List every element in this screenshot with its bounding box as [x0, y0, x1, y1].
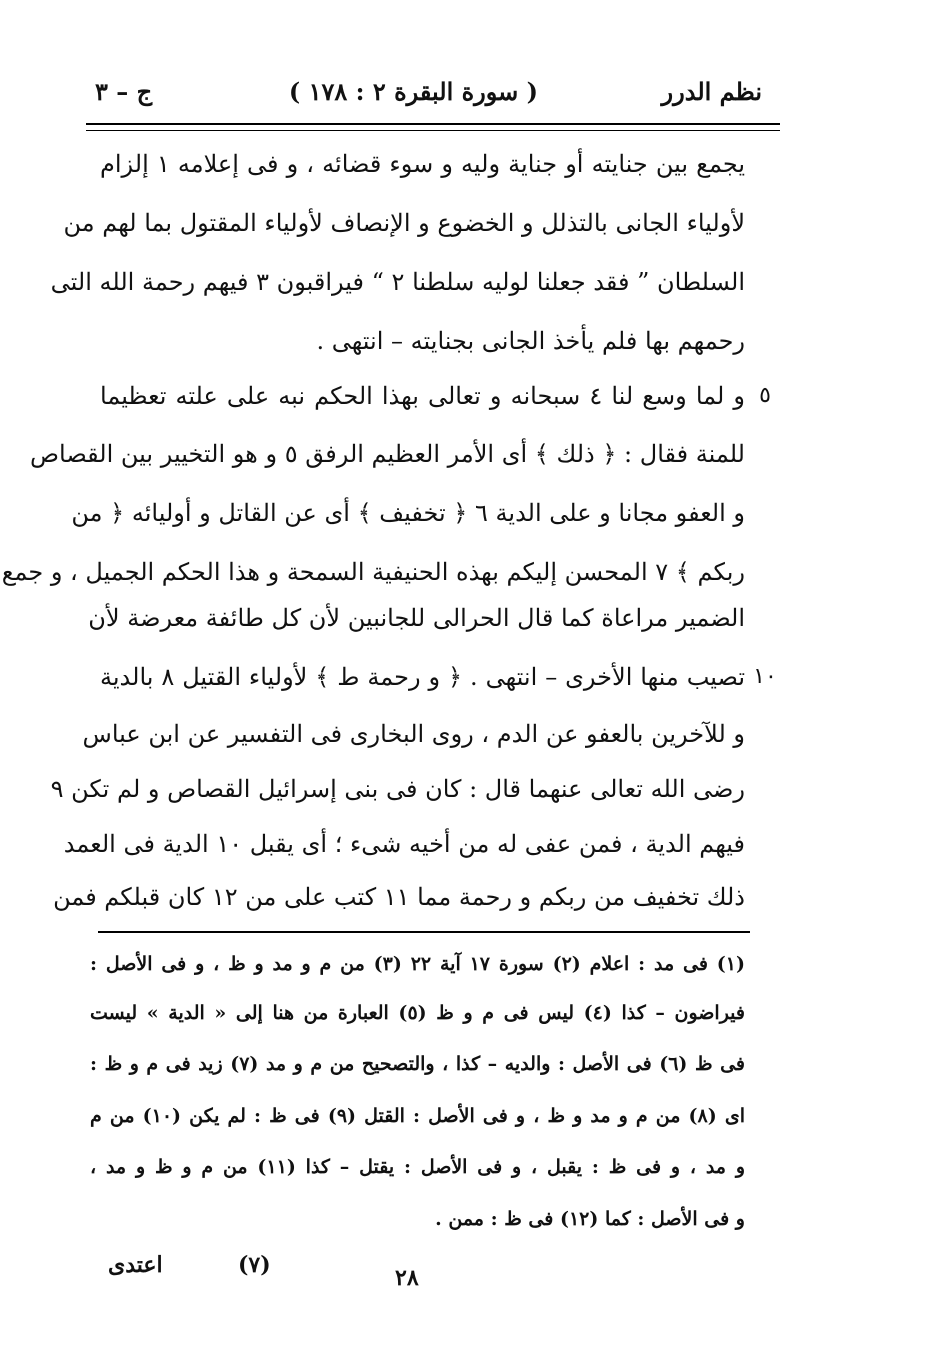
body-line: و العفو مجانا و على الدية ٦ ﴿ تخفيف ﴾ أى عن القاتل و أوليائه ﴿ من	[71, 499, 745, 527]
body-line: ربكم ﴾ ٧ المحسن إليكم بهذه الحنيفية السمحة و هذا الحكم الجميل ، و جمع	[1, 558, 745, 586]
line-number-marker: ١٠	[753, 664, 777, 689]
body-line: ذلك تخفيف من ربكم و رحمة مما ١١ كتب على من ١٢ كان قبلكم فمن	[53, 883, 745, 911]
signature-mark: (٧)	[238, 1252, 271, 1278]
body-line: تصيب منها الأخرى – انتهى . ﴿ و رحمة ط ﴾ لأولياء القتيل ٨ بالدية	[100, 663, 745, 691]
body-line: الضمير مراعاة كما قال الحرالى للجانبين لأن كل طائفة معرضة لأن	[88, 604, 745, 632]
footnote-line: و فى الأصل : كما (١٢) فى ظ : ممن .	[435, 1208, 745, 1230]
body-line: السلطان ” فقد جعلنا لوليه سلطنا ٢ “ فيراقبون ٣ فيهم رحمة الله التى	[50, 268, 745, 296]
footnote-line: اى (٨) من م و مد و ظ ، و فى الأصل : القتل (٩) فى ظ : لم يكن (١٠) من م	[90, 1105, 745, 1127]
header-rule-thin	[86, 130, 780, 131]
body-line: لأولياء الجانى بالتذلل و الخضوع و الإنصاف لأولياء المقتول بما لهم من	[63, 209, 745, 237]
footnote-separator	[98, 931, 750, 933]
running-header-book-title: نظم الدرر	[661, 77, 762, 106]
body-line: يجمع بين جنايته أو جناية وليه و سوء قضائه ، و فى إعلامه ١ إلزام	[100, 150, 745, 178]
footnote-line: فيراضون – كذا (٤) ليس فى م و ظ (٥) العبارة من هنا إلى « الدية » ليست	[90, 1002, 745, 1024]
running-header-volume: ج – ٣	[95, 77, 153, 106]
running-header-surah-reference: ( سورة البقرة ٢ : ١٧٨ )	[288, 77, 538, 106]
body-line: فيهم الدية ، فمن عفى له من أخيه شىء ؛ أى يقبل ١٠ الدية فى العمد	[63, 830, 745, 858]
footnote-line: فى ظ (٦) فى الأصل : والديه – كذا ، والتصحيح من م و مد (٧) زيد فى م و ظ :	[90, 1053, 746, 1075]
footnote-line: و مد ، و فى ظ : يقبل ، و فى الأصل : يقتل – كذا (١١) من م و ظ و مد ،	[90, 1156, 745, 1178]
body-line: رضى الله تعالى عنهما قال : كان فى بنى إسرائيل القصاص و لم تكن ٩	[50, 775, 745, 803]
body-line: و للآخرين بالعفو عن الدم ، روى البخارى فى التفسير عن ابن عباس	[82, 720, 745, 748]
page-number: ٢٨	[395, 1265, 419, 1291]
header-rule-thick	[86, 123, 780, 125]
footnote-line: (١) فى مد : اعلام (٢) سورة ١٧ آية ٢٢ (٣) من م و مد و ظ ، و فى الأصل :	[90, 953, 746, 975]
body-line: و لما وسع لنا ٤ سبحانه و تعالى بهذا الحكم نبه على علته تعظيما	[100, 382, 745, 410]
line-number-marker: ٥	[759, 383, 771, 408]
body-line: للمنة فقال : ﴿ ذلك ﴾ أى الأمر العظيم الرفق ٥ و هو التخيير بين القصاص	[30, 440, 745, 468]
body-line: رحمهم بها فلم يأخذ الجانى بجنايته – انتهى .	[316, 327, 745, 355]
catchword: اعتدى	[108, 1252, 163, 1278]
